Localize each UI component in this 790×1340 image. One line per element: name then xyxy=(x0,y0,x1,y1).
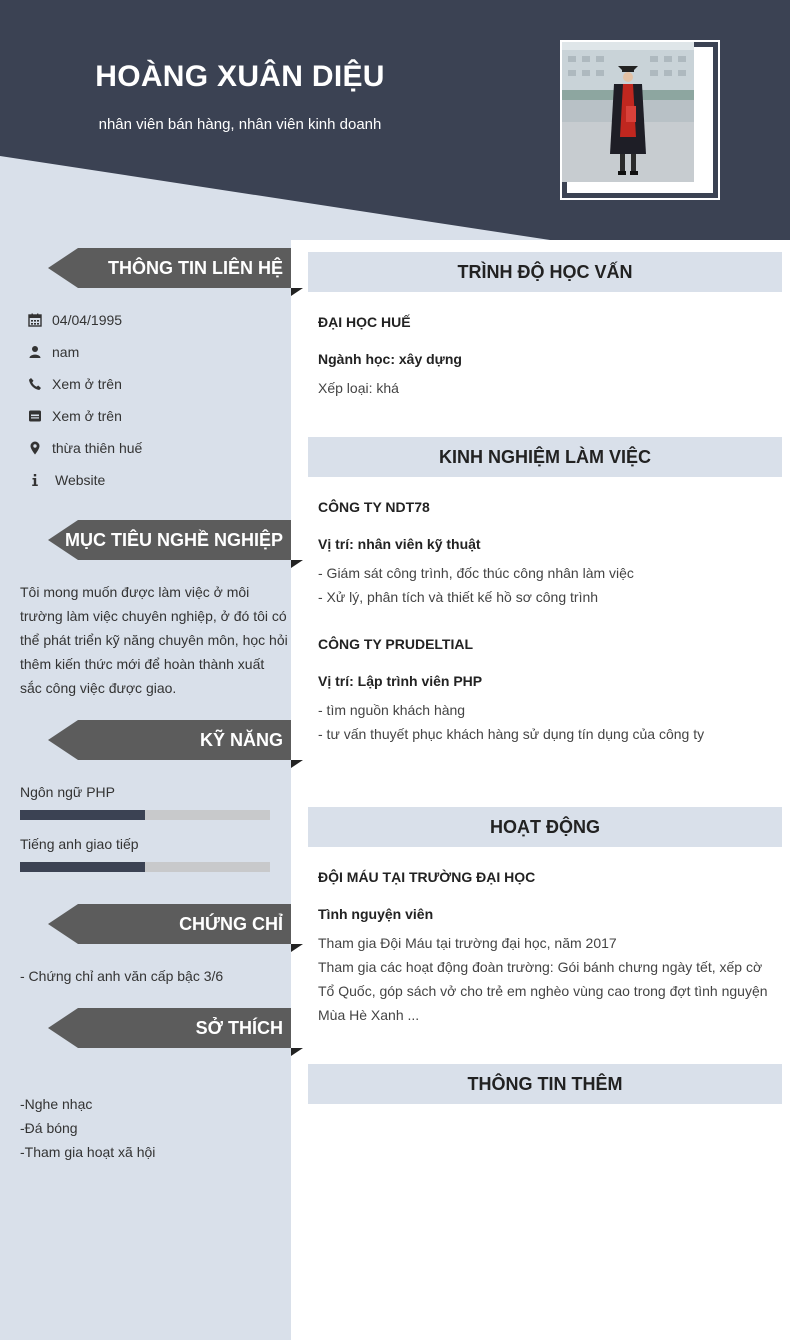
job-position: Vị trí: nhân viên kỹ thuật xyxy=(318,536,481,552)
contact-heading: THÔNG TIN LIÊN HỆ xyxy=(108,258,283,278)
hobbies-heading: SỞ THÍCH xyxy=(195,1018,283,1038)
contact-text: thừa thiên huế xyxy=(52,440,143,456)
job-position: Vị trí: Lập trình viên PHP xyxy=(318,673,483,689)
contact-text: Website xyxy=(55,472,106,488)
activity-role: Tình nguyện viên xyxy=(318,906,434,922)
contact-heading-ribbon xyxy=(48,248,303,296)
hobby-item: -Nghe nhạc xyxy=(20,1096,93,1112)
activity-line: Tham gia Đội Máu tại trường đại học, năm 2017 xyxy=(318,935,617,951)
job-task: - Giám sát công trình, đốc thúc công nhân làm việc xyxy=(318,565,634,581)
contact-text: 04/04/1995 xyxy=(52,312,123,328)
contact-address xyxy=(28,438,142,458)
skills-heading-ribbon xyxy=(48,720,303,768)
objective-heading: MỤC TIÊU NGHỀ NGHIỆP xyxy=(64,530,283,550)
skill-label: Tiếng anh giao tiếp xyxy=(20,836,139,852)
skill-bar xyxy=(20,810,270,820)
calendar-icon xyxy=(28,313,42,327)
contact-birthdate xyxy=(28,310,122,330)
certs-heading-ribbon xyxy=(48,904,303,952)
contact-text: nam xyxy=(52,344,80,360)
candidate-subtitle: nhân viên bán hàng, nhân viên kinh doanh xyxy=(98,116,382,133)
job-task: - Xử lý, phân tích và thiết kế hồ sơ công trình xyxy=(318,589,599,605)
career-objective-text: Tôi mong muốn được làm việc ở môi trường làm việc chuyên nghiệp, ở đó tôi có thể phát triển kỹ năng chuyên môn, học hỏi thêm kiến thức mới để hoàn thành xuất sắc công việc được giao. xyxy=(20,584,288,696)
education-heading: TRÌNH ĐỘ HỌC VẤN xyxy=(308,252,782,292)
skill-bar xyxy=(20,862,270,872)
user-icon xyxy=(28,345,42,359)
education-school: ĐẠI HỌC HUẾ xyxy=(318,314,411,330)
contact-website xyxy=(28,470,105,490)
skills-heading: KỸ NĂNG xyxy=(199,730,283,750)
hobbies-heading-ribbon xyxy=(48,1008,303,1056)
job-task: - tìm nguồn khách hàng xyxy=(318,702,466,718)
hobby-item: -Đá bóng xyxy=(20,1120,78,1136)
candidate-name: HOÀNG XUÂN DIỆU xyxy=(95,60,385,93)
location-icon xyxy=(28,441,42,455)
objective-heading-ribbon xyxy=(48,520,303,568)
skill-bar-fill xyxy=(20,810,145,820)
job-company: CÔNG TY PRUDELTIAL xyxy=(318,636,474,652)
certificate-item: - Chứng chỉ anh văn cấp bậc 3/6 xyxy=(20,968,224,984)
activities-heading: HOẠT ĐỘNG xyxy=(308,807,782,847)
resume-header xyxy=(0,0,790,240)
certs-heading: CHỨNG CHỈ xyxy=(179,914,283,934)
activity-line: Tham gia các hoạt động đoàn trường: Gói bánh chưng ngày tết, xếp cờ xyxy=(318,959,763,975)
skill-bar-fill xyxy=(20,862,145,872)
contact-text: Xem ở trên xyxy=(52,408,122,424)
job-company: CÔNG TY NDT78 xyxy=(318,499,430,515)
experience-heading: KINH NGHIỆM LÀM VIỆC xyxy=(308,437,782,477)
hobby-item: -Tham gia hoạt xã hội xyxy=(20,1144,156,1160)
email-icon xyxy=(28,409,42,423)
graduate-photo-image xyxy=(562,42,694,182)
contact-gender xyxy=(28,342,79,362)
activity-title: ĐỘI MÁU TẠI TRƯỜNG ĐẠI HỌC xyxy=(318,869,536,885)
activity-line: Mùa Hè Xanh ... xyxy=(318,1007,420,1023)
education-major: Ngành học: xây dựng xyxy=(318,351,462,367)
education-grade: Xếp loại: khá xyxy=(318,380,399,396)
job-task: - tư vấn thuyết phục khách hàng sử dụng tín dụng của công ty xyxy=(318,726,705,742)
profile-photo xyxy=(560,40,720,200)
activity-line: Tổ Quốc, góp sách vở cho trẻ em nghèo vùng cao trong đợt tình nguyện xyxy=(318,983,768,999)
phone-icon xyxy=(28,377,42,391)
contact-email xyxy=(28,406,122,426)
contact-phone xyxy=(28,374,122,394)
contact-text: Xem ở trên xyxy=(52,376,122,392)
skill-label: Ngôn ngữ PHP xyxy=(20,784,115,800)
extra-info-heading: THÔNG TIN THÊM xyxy=(308,1064,782,1104)
info-icon xyxy=(28,473,42,487)
